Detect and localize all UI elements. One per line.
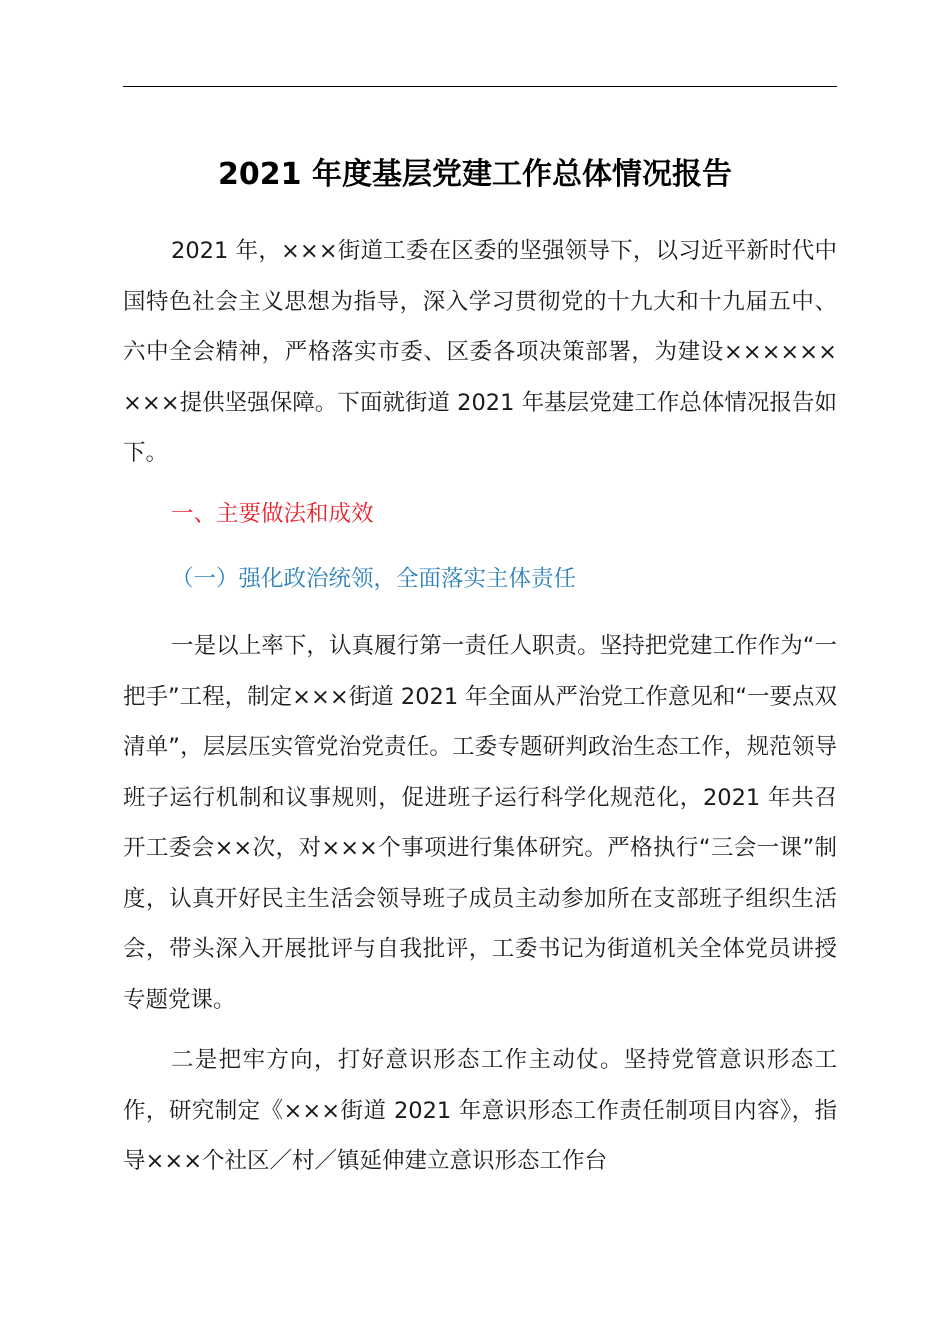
- section-heading: 一、主要做法和成效: [171, 501, 374, 527]
- header-rule: [123, 86, 837, 87]
- body-paragraph-1: 一是以上率下，认真履行第一责任人职责。坚持把党建工作作为“一把手”工程，制定×××街道 2021 年全面从严治党工作意见和“一要点双清单”，层层压实管党治党责任。工委专题研判政治生态工作，规范领导班子运行机制和议事规则，促进班子运行科学化规范化，2021 年共召开工委会××次，对×××个事项进行集体研究。严格执行“三会一课”制度，认真开好民主生活会领导班子成员主动参加所在支部班子组织生活会，带头深入开展批评与自我批评，工委书记为街道机关全体党员讲授专题党课。: [123, 633, 837, 1013]
- document-title: 2021 年度基层党建工作总体情况报告: [218, 157, 732, 192]
- subsection-heading: （一）强化政治统领，全面落实主体责任: [171, 566, 577, 592]
- intro-paragraph: 2021 年，×××街道工委在区委的坚强领导下，以习近平新时代中国特色社会主义思想为指导，深入学习贯彻党的十九大和十九届五中、六中全会精神，严格落实市委、区委各项决策部署，为建设×××××××××提供坚强保障。下面就街道 2021 年基层党建工作总体情况报告如下。: [123, 238, 837, 466]
- body-paragraph-2: 二是把牢方向，打好意识形态工作主动仗。坚持党管意识形态工作，研究制定《×××街道 2021 年意识形态工作责任制项目内容》，指导×××个社区／村／镇延伸建立意识形态工作台: [123, 1047, 837, 1174]
